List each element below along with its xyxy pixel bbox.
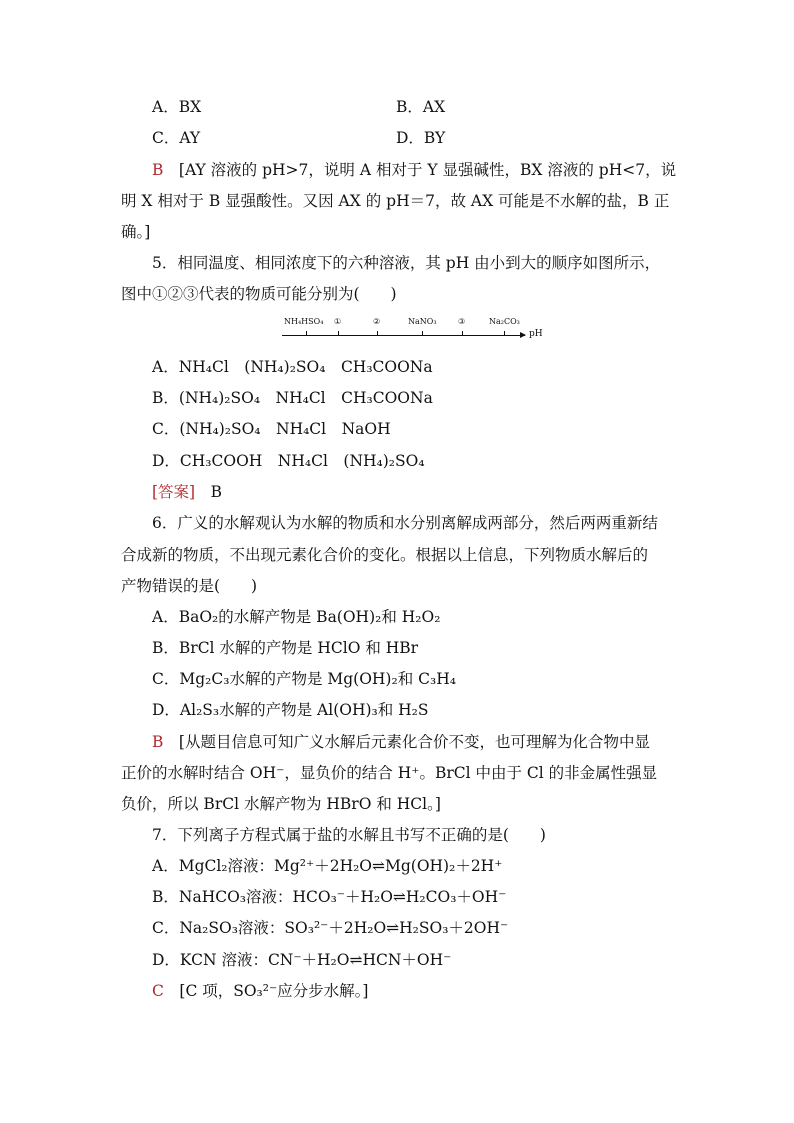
q5-stem-line-1: 5．相同温度、相同浓度下的六种溶液，其 pH 由小到大的顺序如图所示， (152, 254, 661, 272)
q5-answer-label: [答案] (152, 483, 196, 501)
q6-option-a: A．BaO₂的水解产物是 Ba(OH)₂和 H₂O₂ (152, 608, 441, 626)
q5-option-a: A．NH₄Cl (NH₄)₂SO₄ CH₃COONa (152, 358, 433, 376)
q4-option-a: A．BX (152, 98, 202, 116)
q6-option-d: D．Al₂S₃水解的产物是 Al(OH)₃和 H₂S (152, 701, 429, 719)
q5-stem-line-2: 图中①②③代表的物质可能分别为( ) (121, 285, 397, 303)
q6-explanation-line-1: B [从题目信息可知广义水解后元素化合价不变，也可理解为化合物中显 (152, 733, 650, 751)
axis-label-2: ② (373, 317, 381, 326)
q4-explanation-line-1: B [AY 溶液的 pH>7，说明 A 相对于 Y 显强碱性，BX 溶液的 pH<7，说 (152, 161, 677, 179)
axis-label-na2co3: Na₂CO₃ (489, 317, 520, 326)
axis-label-3: ③ (458, 317, 466, 326)
q4-option-c: C．AY (152, 129, 201, 147)
q7-option-d: D．KCN 溶液：CN⁻＋H₂O⇌HCN＋OH⁻ (152, 951, 452, 969)
q5-option-c: C．(NH₄)₂SO₄ NH₄Cl NaOH (152, 420, 391, 438)
q7-stem: 7．下列离子方程式属于盐的水解且书写不正确的是( ) (152, 826, 546, 844)
q6-answer-letter: B (152, 733, 164, 751)
q6-option-b: B．BrCl 水解的产物是 HClO 和 HBr (152, 639, 419, 657)
arrow-head-icon (520, 332, 526, 338)
axis-label-nano3: NaNO₃ (408, 317, 437, 326)
q7-option-b: B．NaHCO₃溶液：HCO₃⁻＋H₂O⇌H₂CO₃＋OH⁻ (152, 888, 507, 906)
q7-option-c: C．Na₂SO₃溶液：SO₃²⁻＋2H₂O⇌H₂SO₃＋2OH⁻ (152, 919, 509, 937)
q7-option-a: A．MgCl₂溶液：Mg²⁺＋2H₂O⇌Mg(OH)₂＋2H⁺ (152, 857, 503, 875)
q4-answer-letter: B (152, 161, 164, 179)
axis-label-1: ① (334, 317, 342, 326)
q5-answer (152, 482, 222, 502)
axis-unit-ph: pH (529, 329, 543, 339)
q6-explanation-line-3: 负价，所以 BrCl 水解产物为 HBrO 和 HCl。] (121, 795, 441, 813)
q5-option-d: D．CH₃COOH NH₄Cl (NH₄)₂SO₄ (152, 452, 425, 470)
axis-line (282, 335, 525, 336)
q4-explanation-line-3: 确。] (121, 223, 151, 241)
q5-answer-letter: B (210, 483, 223, 501)
q4-option-d: D．BY (396, 129, 446, 147)
ph-order-axis (282, 314, 552, 344)
q6-stem-line-3: 产物错误的是( ) (121, 577, 258, 595)
q6-explanation-line-2: 正价的水解时结合 OH⁻，显负价的结合 H⁺。BrCl 中由于 Cl 的非金属性强显 (121, 764, 658, 782)
q6-stem-line-1: 6．广义的水解观认为水解的物质和水分别离解成两部分，然后两两重新结 (152, 514, 658, 532)
q7-answer-letter: C (152, 982, 164, 1000)
q7-explanation: C [C 项，SO₃²⁻应分步水解。] (152, 982, 369, 1000)
axis-label-nh4hso4: NH₄HSO₄ (284, 317, 324, 326)
q4-explanation-line-2: 明 X 相对于 B 显强酸性。又因 AX 的 pH＝7，故 AX 可能是不水解的盐，B 正 (121, 192, 670, 210)
q6-stem-line-2: 合成新的物质，不出现元素化合价的变化。根据以上信息，下列物质水解后的 (121, 546, 649, 564)
q4-option-b: B．AX (396, 98, 446, 116)
q6-option-c: C．Mg₂C₃水解的产物是 Mg(OH)₂和 C₃H₄ (152, 670, 456, 688)
q5-option-b: B．(NH₄)₂SO₄ NH₄Cl CH₃COONa (152, 389, 433, 407)
